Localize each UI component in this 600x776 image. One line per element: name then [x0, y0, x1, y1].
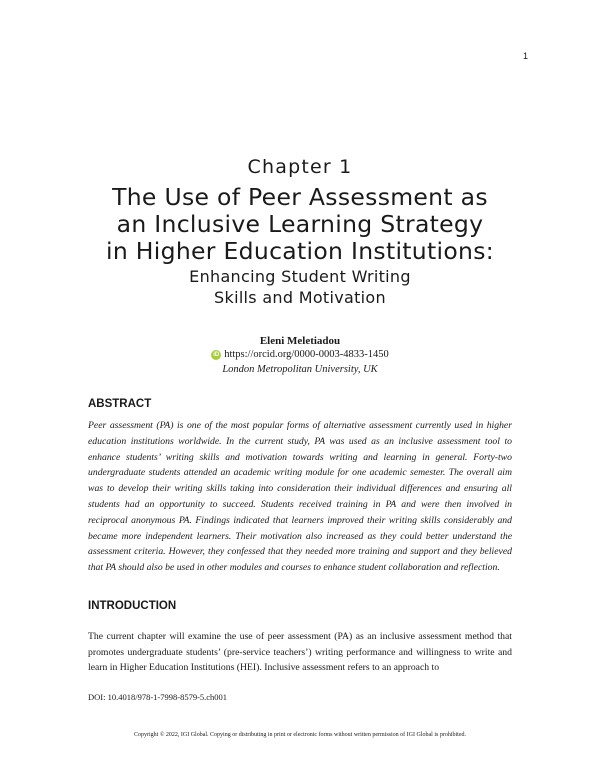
copyright-notice: Copyright © 2022, IGI Global. Copying or distributing in print or electronic forms without written permission of IGI Global is prohibited. — [133, 732, 466, 738]
chapter-title — [60, 184, 540, 265]
subtitle-line: Skills and Motivation — [214, 288, 386, 307]
title-line: in Higher Education Institutions: — [106, 237, 494, 265]
introduction-heading: INTRODUCTION — [88, 600, 177, 612]
author-affiliation: London Metropolitan University, UK — [222, 364, 378, 375]
abstract-heading: ABSTRACT — [88, 398, 152, 410]
orcid-icon: iD — [213, 351, 220, 358]
chapter-subtitle — [60, 266, 540, 308]
page-number: 1 — [522, 51, 528, 61]
chapter-label: Chapter 1 — [247, 156, 353, 178]
abstract-text: Peer assessment (PA) is one of the most popular forms of alternative assessment currently used in higher education institutions worldwide. In the current study, PA was used as an inclusive assessment tool to enhance students’ writing skills and motivation towards writing and learning in general. Forty-two undergraduate students attended an academic writing module for one academic semester. The overall aim was to develop their writing skills taking into consideration their individual differences and ensuring all students had an opportunity to succeed. Students received training in PA and were then involved in reciprocal anonymous PA. Findings indicated that learners improved their writing skills considerably and became more independent learners. Their motivation also increased as they could better understand the assessment criteria. However, they confessed that they needed more training and support and they believed that PA should also be used in other modules and courses to enhance student collaboration and reflection. — [88, 420, 512, 574]
orcid-link[interactable]: https://orcid.org/0000-0003-4833-1450 — [224, 349, 389, 360]
subtitle-line: Enhancing Student Writing — [189, 267, 411, 286]
doi: DOI: 10.4018/978-1-7998-8579-5.ch001 — [88, 692, 228, 702]
introduction-text: The current chapter will examine the use of peer assessment (PA) as an inclusive assessment method that promotes undergraduate students’ (pre-service teachers’) writing performance and willingness to write and learn in Higher Education Institutions (HEI). Inclusive assessment refers to an approach to — [88, 631, 512, 673]
title-line: The Use of Peer Assessment as — [112, 183, 488, 211]
author-name: Eleni Meletiadou — [259, 335, 341, 347]
title-line: an Inclusive Learning Strategy — [116, 210, 484, 238]
orcid-line — [0, 349, 600, 360]
